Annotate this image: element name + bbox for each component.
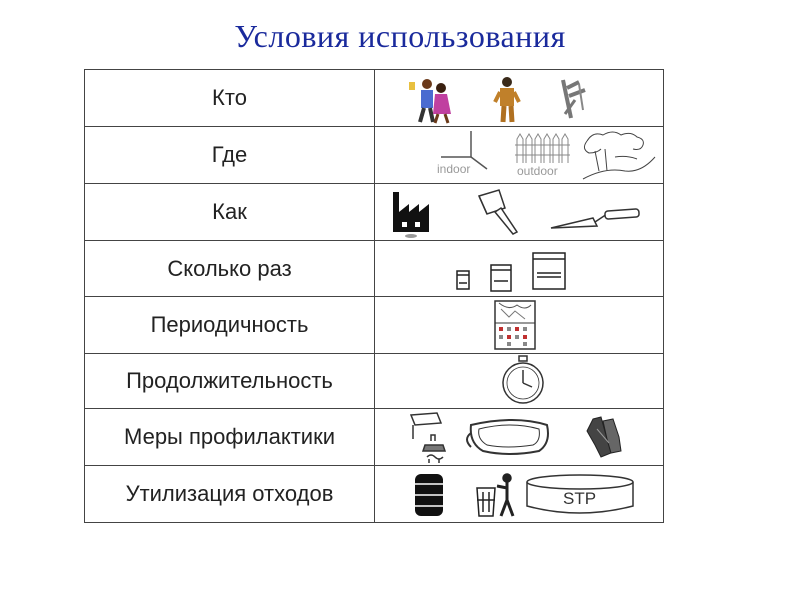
page-title: Условия использования	[234, 18, 566, 54]
paint-brush-icon	[479, 190, 517, 234]
stopwatch-icon	[503, 356, 543, 403]
row-label: Кто	[85, 70, 375, 127]
row-label: Периодичность	[85, 297, 375, 354]
fume-hood-icon	[411, 413, 445, 463]
table-row	[85, 241, 664, 297]
stp-tank-icon	[527, 475, 633, 513]
trowel-icon	[551, 209, 639, 228]
table-row	[85, 70, 664, 127]
indoor-label: indoor	[437, 162, 471, 176]
medium-can-icon	[491, 265, 511, 291]
outdoor-label: outdoor	[517, 164, 558, 178]
goggles-icon	[467, 420, 548, 454]
row-label: Где	[85, 127, 375, 184]
table-row	[85, 409, 664, 466]
usage-conditions-table	[84, 69, 664, 523]
row-label: Сколько раз	[85, 241, 375, 297]
worker-icon	[495, 77, 519, 122]
stp-label: STP	[563, 489, 597, 508]
calendar-icon	[495, 301, 535, 349]
factory-icon	[393, 192, 429, 238]
table-row	[85, 466, 664, 523]
trash-bin-icon	[477, 474, 513, 516]
table-row	[85, 184, 664, 241]
indoor-icon	[437, 131, 487, 176]
painter-icon	[563, 80, 585, 118]
large-can-icon	[533, 253, 565, 289]
table-row	[85, 127, 664, 184]
row-label: Меры профилактики	[85, 409, 375, 466]
row-label: Утилизация отходов	[85, 466, 375, 523]
row-label: Как	[85, 184, 375, 241]
row-label: Продолжительность	[85, 354, 375, 409]
gloves-icon	[587, 417, 621, 457]
small-can-icon	[457, 271, 469, 289]
outdoor-fence-icon	[515, 134, 570, 178]
people-couple-icon	[409, 79, 451, 123]
table-row	[85, 354, 664, 409]
barrel-icon	[415, 474, 443, 516]
table-row	[85, 297, 664, 354]
landscape-icon	[583, 132, 655, 179]
